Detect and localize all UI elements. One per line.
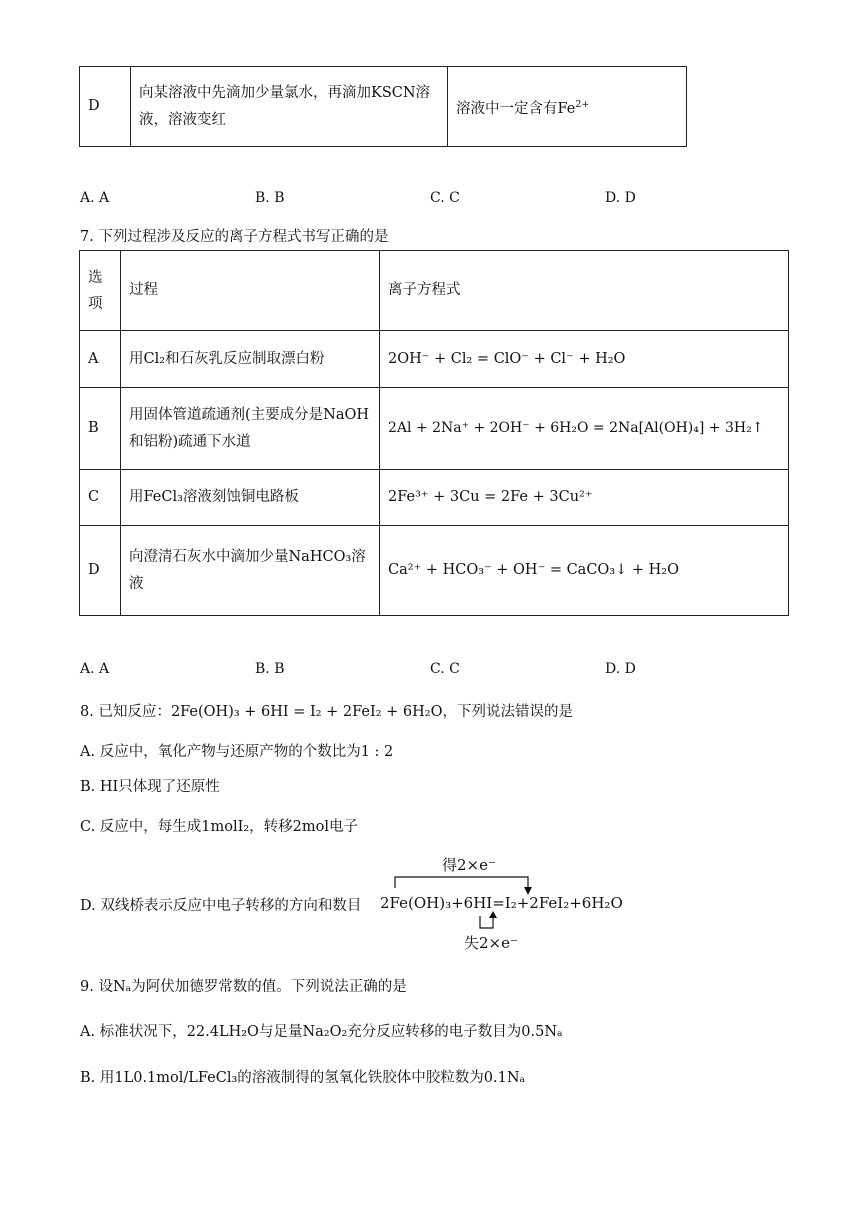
double-bridge-diagram [380,856,623,956]
q6-option-d[interactable]: D. D [605,190,636,206]
q9-option-a[interactable]: A. 标准状况下，22.4LH₂O与足量Na₂O₂充分反应转移的电子数目为0.5Nₐ [80,1024,563,1040]
q7-row-a-label: A [80,331,121,388]
q7-options [80,661,780,677]
q6-row-label: D [80,67,131,147]
q6-option-a[interactable]: A. A [80,190,110,206]
q7-option-d[interactable]: D. D [605,661,636,677]
q7-row-a-process: 用Cl₂和石灰乳反应制取漂白粉 [121,331,380,388]
q9-option-b[interactable]: B. 用1L0.1mol/LFeCl₃的溶液制得的氢氧化铁胶体中胶粒数为0.1Nₐ [80,1070,526,1086]
q7-row-c-label: C [80,470,121,526]
bridge-equation: 2Fe(OH)₃+6HI=I₂+2FeI₂+6H₂O [380,894,623,912]
q6-option-b[interactable]: B. B [255,190,285,206]
q8-option-d[interactable]: D. 双线桥表示反应中电子转移的方向和数目 [80,898,362,914]
q7-option-a[interactable]: A. A [80,661,110,677]
q7-header-option: 选项 [80,251,121,331]
q7-row-d-label: D [80,526,121,616]
q8-stem: 8. 已知反应：2Fe(OH)₃ + 6HI = I₂ + 2FeI₂ + 6H₂O，下列说法错误的是 [80,704,573,720]
q7-option-c[interactable]: C. C [430,661,460,677]
q7-row-d-process: 向澄清石灰水中滴加少量NaHCO₃溶液 [121,526,380,616]
q7-header-process: 过程 [121,251,380,331]
q7-row-b-process: 用固体管道疏通剂(主要成分是NaOH和铝粉)疏通下水道 [121,388,380,470]
q6-row-conclusion: 溶液中一定含有$Fe^{2+}$ [448,67,687,147]
q6-row-operation: 向某溶液中先滴加少量氯水，再滴加KSCN溶液，溶液变红 [131,67,448,147]
q8-option-a[interactable]: A. 反应中，氧化产物与还原产物的个数比为1 : 2 [80,744,394,760]
q7-header-equation: 离子方程式 [380,251,789,331]
q7-row-b-label: B [80,388,121,470]
q7-row-c-equation: 2Fe³⁺ + 3Cu = 2Fe + 3Cu²⁺ [380,470,789,526]
q8-option-b[interactable]: B. HI只体现了还原性 [80,779,220,795]
q7-row-b-equation: 2Al + 2Na⁺ + 2OH⁻ + 6H₂O = 2Na[Al(OH)₄] + 3H₂↑ [380,388,789,470]
q8-option-c[interactable]: C. 反应中，每生成1molI₂，转移2mol电子 [80,819,359,835]
q9-stem: 9. 设Nₐ为阿伏加德罗常数的值。下列说法正确的是 [80,979,407,995]
q6-table [79,66,687,147]
q6-option-c[interactable]: C. C [430,190,460,206]
q6-options [80,190,780,206]
bridge-gain-label: 得2×e⁻ [442,856,496,874]
q7-row-c-process: 用FeCl₃溶液刻蚀铜电路板 [121,470,380,526]
q7-stem: 7. 下列过程涉及反应的离子方程式书写正确的是 [80,229,389,245]
q7-option-b[interactable]: B. B [255,661,285,677]
bridge-loss-label: 失2×e⁻ [464,934,518,952]
q7-table [79,250,789,616]
q7-row-d-equation: Ca²⁺ + HCO₃⁻ + OH⁻ = CaCO₃↓ + H₂O [380,526,789,616]
q7-row-a-equation: 2OH⁻ + Cl₂ = ClO⁻ + Cl⁻ + H₂O [380,331,789,388]
